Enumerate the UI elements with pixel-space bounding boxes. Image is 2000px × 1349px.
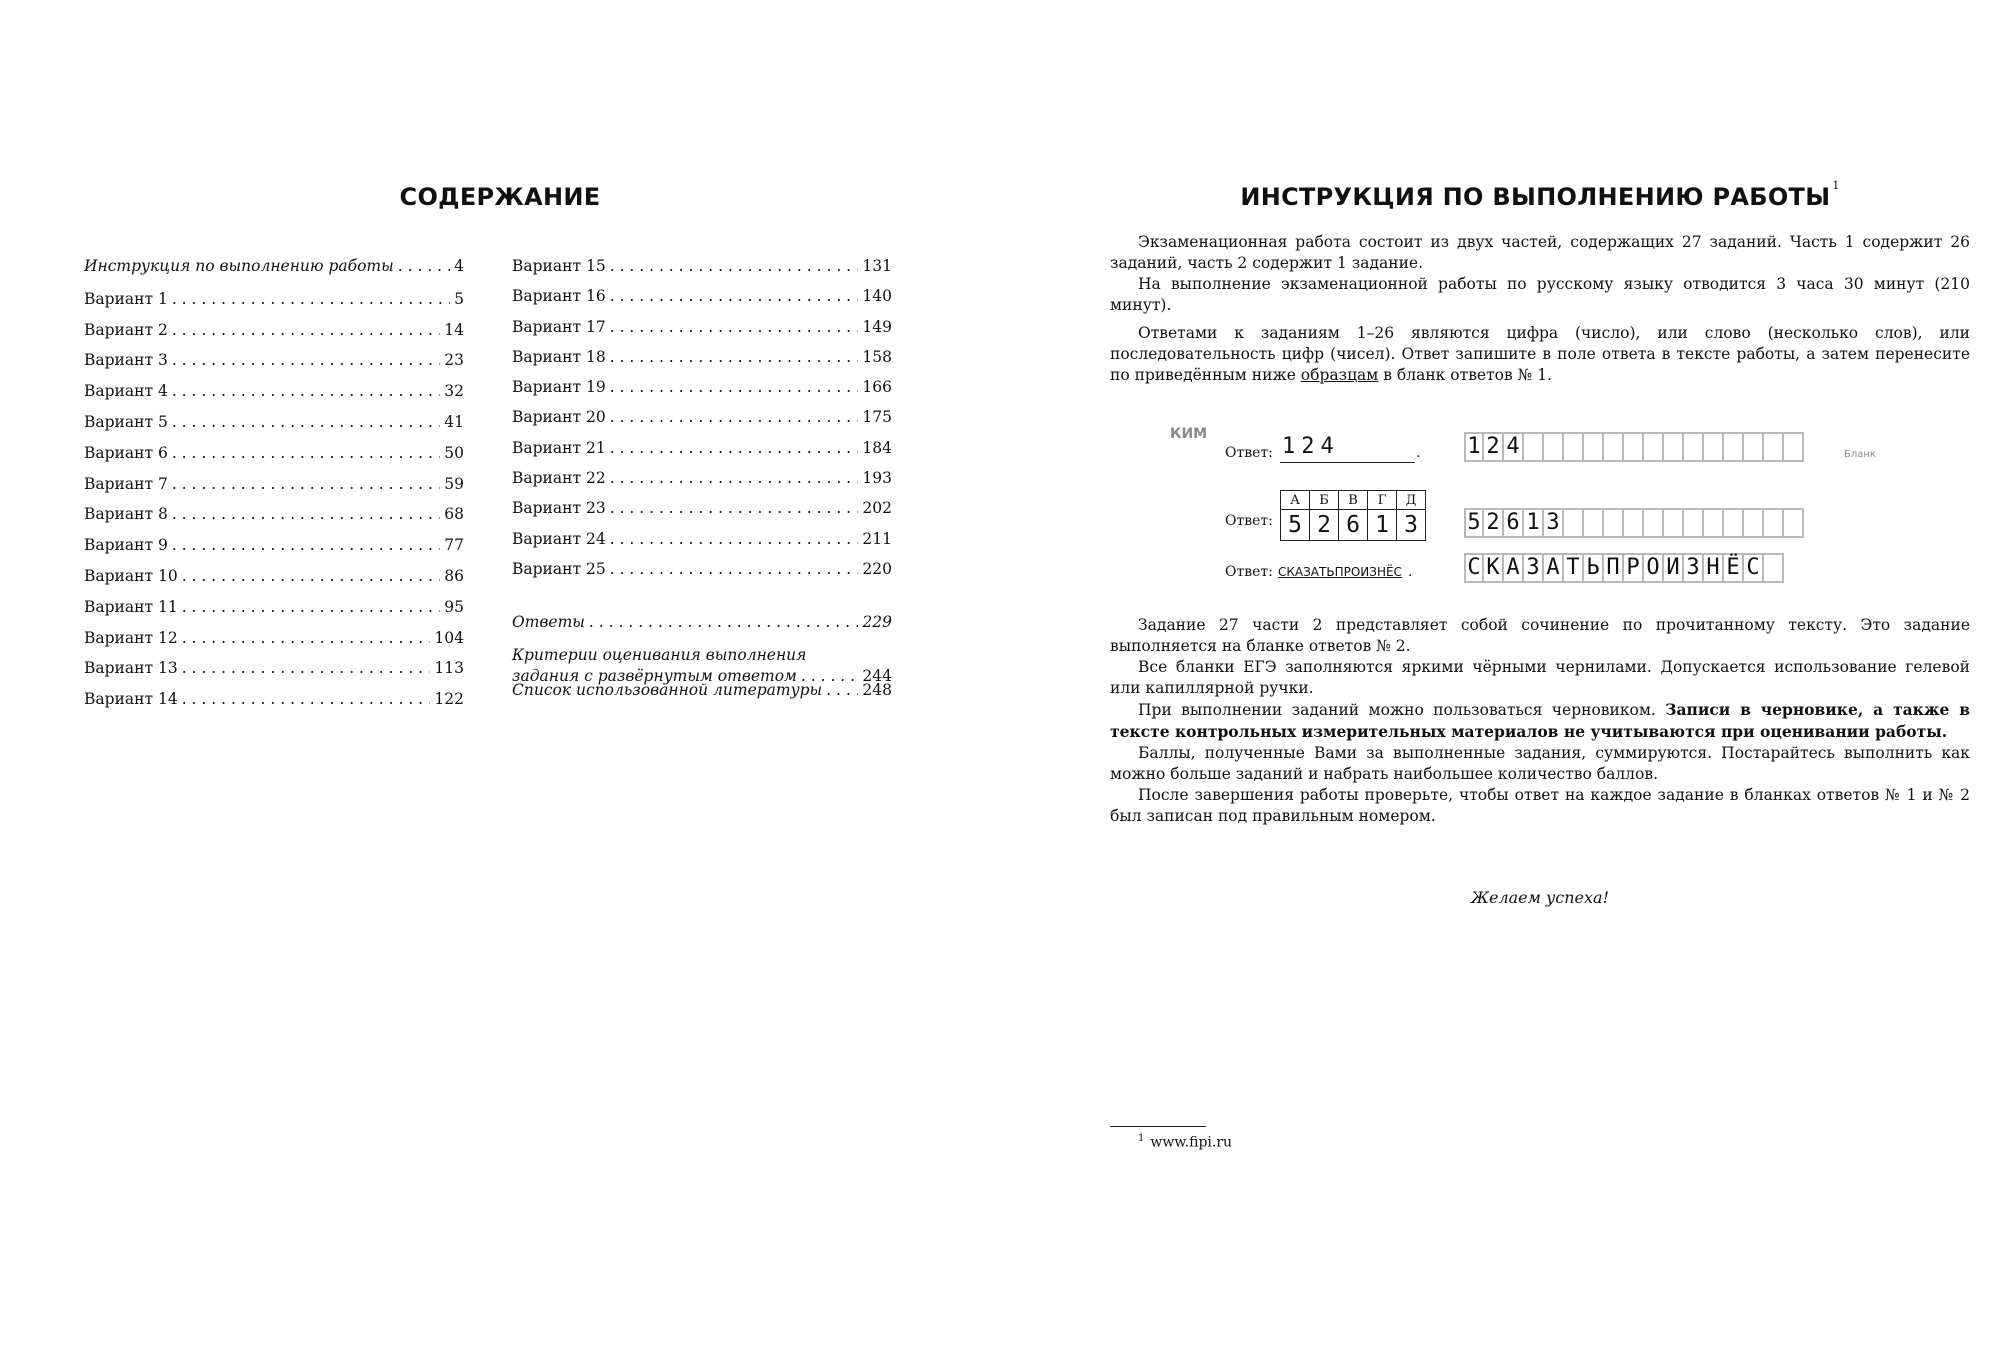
paragraph: Задание 27 части 2 представляет собой сочинение по прочитанному тексту. Это задание выполняется на бланке ответов № 2. [1110, 616, 1970, 655]
blank-cell[interactable] [1524, 432, 1544, 462]
toc-entry[interactable] [84, 598, 464, 629]
toc-entry-title: Вариант 6 [84, 443, 168, 462]
toc-entry[interactable] [84, 351, 464, 382]
blank-cell[interactable] [1644, 508, 1664, 538]
toc-leader-dots [610, 469, 859, 487]
handwritten-answer-3: СКАЗАТЬПРОИЗНЁС [1278, 565, 1402, 579]
blank-cell[interactable] [1764, 553, 1784, 583]
blank-cell[interactable]: А [1544, 553, 1564, 583]
toc-entry[interactable] [84, 629, 464, 660]
blank-cell[interactable]: Ё [1724, 553, 1744, 583]
toc-entry-title: Вариант 12 [84, 628, 178, 647]
toc-leader-dots [182, 659, 431, 677]
toc-gap [512, 590, 892, 613]
blank-cell[interactable] [1604, 432, 1624, 462]
blank-cell[interactable] [1644, 432, 1664, 462]
toc-entry-title: Вариант 1 [84, 289, 168, 308]
toc-leader-dots [610, 257, 859, 275]
grid-value-cell: 5 [1281, 510, 1310, 541]
toc-entry-title: Вариант 24 [512, 529, 606, 548]
answer-label: Ответ: [1225, 564, 1273, 580]
toc-entry-page: 68 [444, 505, 464, 524]
toc-entry-page: 95 [444, 597, 464, 616]
toc-leader-dots [610, 439, 859, 457]
toc-entry-title: Вариант 25 [512, 559, 606, 578]
toc-entry[interactable] [84, 536, 464, 567]
toc-entry-title: Вариант 21 [512, 438, 606, 457]
blank-cell[interactable]: Т [1564, 553, 1584, 583]
blank-cell[interactable] [1544, 432, 1564, 462]
toc-entry-title: Вариант 14 [84, 690, 178, 709]
blank-cell[interactable] [1704, 432, 1724, 462]
toc-entry-page: 104 [434, 628, 464, 647]
toc-entry-page: 77 [444, 536, 464, 555]
toc-entry[interactable] [512, 499, 892, 529]
blank-cell[interactable] [1604, 508, 1624, 538]
toc-entry[interactable] [512, 408, 892, 438]
footnote [1138, 1133, 1232, 1151]
toc-entry[interactable] [512, 469, 892, 499]
toc-leader-dots [610, 499, 859, 517]
answer-examples [1110, 420, 1970, 595]
footnote-mark: 1 [1138, 1133, 1145, 1144]
blank-cell[interactable]: С [1464, 553, 1484, 583]
instruction-title [1110, 179, 1970, 211]
toc-entry-page: 158 [862, 347, 892, 366]
paragraph-text: Ответами к заданиям 1–26 являются цифра (число), или слово (несколько слов), или последовательность цифр (чисел). Ответ запишите в поле ответа в тексте работы, а затем перенесите по приведённым ниже [1110, 324, 1970, 384]
blank-cell[interactable] [1784, 432, 1804, 462]
toc-leader-dots [172, 351, 440, 369]
toc-leader-dots [826, 681, 858, 699]
toc-entry-page: 211 [862, 529, 892, 548]
answer-blank-row-3 [1464, 553, 1784, 583]
toc-entry-title: Вариант 2 [84, 320, 168, 339]
toc-entry-page: 32 [444, 382, 464, 401]
blank-cell[interactable] [1764, 508, 1784, 538]
blank-cell[interactable] [1684, 508, 1704, 538]
blank-cell[interactable] [1624, 508, 1644, 538]
toc-entry-title: Вариант 18 [512, 347, 606, 366]
handwritten-answer-1: 124 [1282, 434, 1340, 459]
letter-number-grid [1280, 490, 1426, 541]
blank-cell[interactable]: 5 [1464, 508, 1484, 538]
paragraph: После завершения работы проверьте, чтобы ответ на каждое задание в бланках ответов № 1 и № 2 был записан под правильным номером. [1110, 786, 1970, 825]
blank-cell[interactable]: Ь [1584, 553, 1604, 583]
toc-entry-title-line1: Критерии оценивания выполнения [512, 645, 807, 664]
grid-value-cell: 6 [1339, 510, 1368, 541]
toc-entry-title: Вариант 17 [512, 317, 606, 336]
toc-entry-page: 41 [444, 412, 464, 431]
grid-header-cell: Д [1397, 491, 1426, 510]
grid-value-cell: 1 [1368, 510, 1397, 541]
toc-entry-page: 193 [862, 469, 892, 488]
kim-label: КИМ [1170, 426, 1208, 442]
blank-cell[interactable] [1564, 432, 1584, 462]
paragraph: Экзаменационная работа состоит из двух частей, содержащих 27 заданий. Часть 1 содержит 26 заданий, часть 2 содержит 1 задание. [1110, 233, 1970, 272]
toc-entry-page: 184 [862, 438, 892, 457]
toc-leader-dots [610, 348, 859, 366]
answer-blank-row-1 [1464, 432, 1804, 462]
toc-entry-title: Вариант 11 [84, 597, 178, 616]
toc-entry-page: 229 [862, 613, 892, 632]
answer-dot: . [1408, 564, 1413, 580]
toc-entry-title: Вариант 3 [84, 351, 168, 370]
toc-entry[interactable] [84, 567, 464, 598]
toc-entry[interactable] [512, 378, 892, 408]
blank-cell[interactable]: 2 [1484, 508, 1504, 538]
toc-entry-page: 244 [862, 666, 892, 685]
blank-cell[interactable]: П [1604, 553, 1624, 583]
toc-leader-dots [610, 378, 859, 396]
toc-entry-page: 175 [862, 408, 892, 427]
blank-cell[interactable] [1744, 432, 1764, 462]
instruction-title-text: ИНСТРУКЦИЯ ПО ВЫПОЛНЕНИЮ РАБОТЫ [1240, 183, 1831, 211]
toc-entry[interactable] [512, 348, 892, 378]
toc-entry-title: Вариант 9 [84, 536, 168, 555]
toc-entry-literature[interactable] [512, 681, 892, 711]
instruction-page [1000, 0, 2000, 1349]
blank-cell[interactable]: С [1744, 553, 1764, 583]
toc-column-2 [512, 257, 892, 711]
blank-cell[interactable]: К [1484, 553, 1504, 583]
toc-entry[interactable] [84, 382, 464, 413]
toc-entry[interactable] [512, 318, 892, 348]
toc-entry-title: Вариант 19 [512, 378, 606, 397]
answer-blank-row-2 [1464, 508, 1804, 538]
toc-entry[interactable] [84, 290, 464, 321]
blank-cell[interactable]: 6 [1504, 508, 1524, 538]
closing-wish: Желаем успеха! [1471, 888, 1609, 907]
toc-entry[interactable] [512, 439, 892, 469]
toc-leader-dots [398, 257, 450, 275]
grid-value-cell: 3 [1397, 510, 1426, 541]
blank-cell[interactable]: О [1644, 553, 1664, 583]
toc-entry-title: Вариант 16 [512, 287, 606, 306]
paragraph-text: в бланк ответов № 1. [1378, 366, 1553, 384]
toc-leader-dots [182, 690, 431, 708]
grid-header-cell: А [1281, 491, 1310, 510]
blank-cell[interactable]: 2 [1484, 432, 1504, 462]
toc-entry-page: 166 [862, 378, 892, 397]
blank-cell[interactable] [1744, 508, 1764, 538]
toc-entry-title: Вариант 8 [84, 505, 168, 524]
toc-leader-dots [172, 505, 440, 523]
paragraph: Баллы, полученные Вами за выполненные задания, суммируются. Постарайтесь выполнить как можно больше заданий и набрать наибольшее количество баллов. [1110, 744, 1970, 783]
toc-leader-dots [172, 444, 440, 462]
paragraph: Все бланки ЕГЭ заполняются яркими чёрными чернилами. Допускается использование гелевой или капиллярной ручки. [1110, 658, 1970, 697]
toc-leader-dots [182, 629, 431, 647]
blank-cell[interactable] [1564, 508, 1584, 538]
paragraph-bold-text: Записи в черновике, а также в тексте контрольных измерительных материалов не учитываются при оценивании работы. [1110, 700, 1970, 741]
blank-cell[interactable]: И [1664, 553, 1684, 583]
toc-leader-dots [172, 321, 440, 339]
blank-cell[interactable]: 3 [1544, 508, 1564, 538]
answer-label: Ответ: [1225, 445, 1273, 461]
toc-entry-page: 4 [454, 257, 464, 275]
toc-leader-dots [172, 536, 440, 554]
toc-entry-page: 140 [862, 287, 892, 306]
grid-header-cell: Б [1310, 491, 1339, 510]
grid-header-cell: В [1339, 491, 1368, 510]
toc-leader-dots [172, 475, 440, 493]
toc-entry-page: 202 [862, 499, 892, 518]
toc-entry-page: 5 [454, 289, 464, 308]
blank-cell[interactable]: Р [1624, 553, 1644, 583]
toc-leader-dots [172, 290, 450, 308]
toc-leader-dots [610, 560, 859, 578]
toc-entry-title: Ответы [512, 613, 585, 632]
blank-cell[interactable]: Н [1704, 553, 1724, 583]
toc-leader-dots [172, 382, 440, 400]
toc-entry-page: 248 [862, 680, 892, 699]
toc-entry-title: Вариант 15 [512, 257, 606, 275]
blank-cell[interactable]: З [1524, 553, 1544, 583]
toc-entry-title: Инструкция по выполнению работы [84, 257, 394, 275]
toc-entry-page: 131 [862, 257, 892, 275]
toc-entry[interactable] [512, 257, 892, 287]
grid-value-cell: 2 [1310, 510, 1339, 541]
toc-entry-title: Список использованной литературы [512, 680, 823, 699]
blank-cell[interactable] [1764, 432, 1784, 462]
toc-entry[interactable] [84, 257, 464, 288]
grid-header-cell: Г [1368, 491, 1397, 510]
toc-entry-title: Вариант 23 [512, 499, 606, 518]
toc-entry[interactable] [84, 505, 464, 536]
toc-entry-title: Вариант 5 [84, 412, 168, 431]
answer-dot: . [1416, 445, 1421, 461]
paragraph [1110, 323, 1970, 386]
blank-cell[interactable]: 1 [1464, 432, 1484, 462]
toc-leader-dots [610, 287, 859, 305]
toc-entry[interactable] [512, 560, 892, 590]
blank-cell[interactable] [1724, 508, 1744, 538]
toc-variants-15-25 [512, 257, 892, 590]
toc-entry[interactable] [512, 530, 892, 560]
instruction-text-bottom [1110, 615, 1970, 827]
paragraph-text: При выполнении заданий можно пользоваться черновиком. [1138, 701, 1666, 719]
blank-cell[interactable]: З [1684, 553, 1704, 583]
toc-entry-page: 23 [444, 351, 464, 370]
toc-entry-page: 59 [444, 474, 464, 493]
toc-leader-dots [610, 530, 859, 548]
blank-cell[interactable] [1664, 508, 1684, 538]
toc-entry[interactable] [84, 475, 464, 506]
toc-leader-dots [610, 408, 859, 426]
blank-cell[interactable] [1584, 508, 1604, 538]
blank-cell[interactable] [1704, 508, 1724, 538]
toc-leader-dots [172, 413, 440, 431]
toc-entry-page: 149 [862, 317, 892, 336]
toc-entry-answers[interactable] [512, 613, 892, 643]
blank-cell[interactable]: А [1504, 553, 1524, 583]
blank-cell[interactable] [1664, 432, 1684, 462]
toc-entry-title: Вариант 4 [84, 382, 168, 401]
toc-entry[interactable] [84, 659, 464, 690]
samples-link[interactable]: образцам [1300, 366, 1379, 384]
toc-entry-page: 50 [444, 443, 464, 462]
toc-entry-page: 113 [434, 659, 464, 678]
grid-header-row [1281, 491, 1426, 510]
toc-entry-title: Вариант 10 [84, 566, 178, 585]
toc-entry[interactable] [84, 321, 464, 352]
toc-entry-criteria[interactable] [512, 645, 892, 685]
toc-entry[interactable] [84, 444, 464, 475]
toc-entry[interactable] [512, 287, 892, 317]
toc-leader-dots [182, 598, 441, 616]
blank-cell[interactable] [1624, 432, 1644, 462]
toc-column-1 [84, 257, 464, 721]
answer-underline [1280, 462, 1415, 463]
toc-entry-page: 220 [862, 559, 892, 578]
toc-entry-page: 14 [444, 320, 464, 339]
toc-entry-title: Вариант 20 [512, 408, 606, 427]
contents-title: СОДЕРЖАНИЕ [399, 183, 601, 211]
toc-leader-dots [610, 318, 859, 336]
blank-cell[interactable]: 1 [1524, 508, 1544, 538]
blank-cell[interactable] [1784, 508, 1804, 538]
instruction-text-top [1110, 232, 1970, 386]
grid-values-row [1281, 510, 1426, 541]
blank-cell[interactable] [1684, 432, 1704, 462]
footnote-separator [1110, 1126, 1206, 1127]
toc-leader-dots [182, 567, 441, 585]
toc-leader-dots [589, 613, 858, 631]
toc-entry-title: Вариант 22 [512, 469, 606, 488]
paragraph [1110, 699, 1970, 743]
paragraph: На выполнение экзаменационной работы по русскому языку отводится 3 часа 30 минут (210 минут). [1110, 275, 1970, 314]
toc-entry-page: 86 [444, 566, 464, 585]
blank-cell[interactable] [1584, 432, 1604, 462]
footnote-ref[interactable]: 1 [1832, 179, 1840, 192]
blank-cell[interactable] [1724, 432, 1744, 462]
blank-label: Бланк [1844, 449, 1876, 460]
answer-label: Ответ: [1225, 513, 1273, 529]
blank-cell[interactable]: 4 [1504, 432, 1524, 462]
toc-entry[interactable] [84, 690, 464, 721]
footnote-link[interactable]: www.fipi.ru [1150, 1134, 1233, 1151]
toc-entry-page: 122 [434, 690, 464, 709]
toc-entry-title: Вариант 7 [84, 474, 168, 493]
toc-entry-title-line2: задания с развёрнутым ответом [512, 666, 797, 685]
toc-entry-title: Вариант 13 [84, 659, 178, 678]
toc-entry[interactable] [84, 413, 464, 444]
